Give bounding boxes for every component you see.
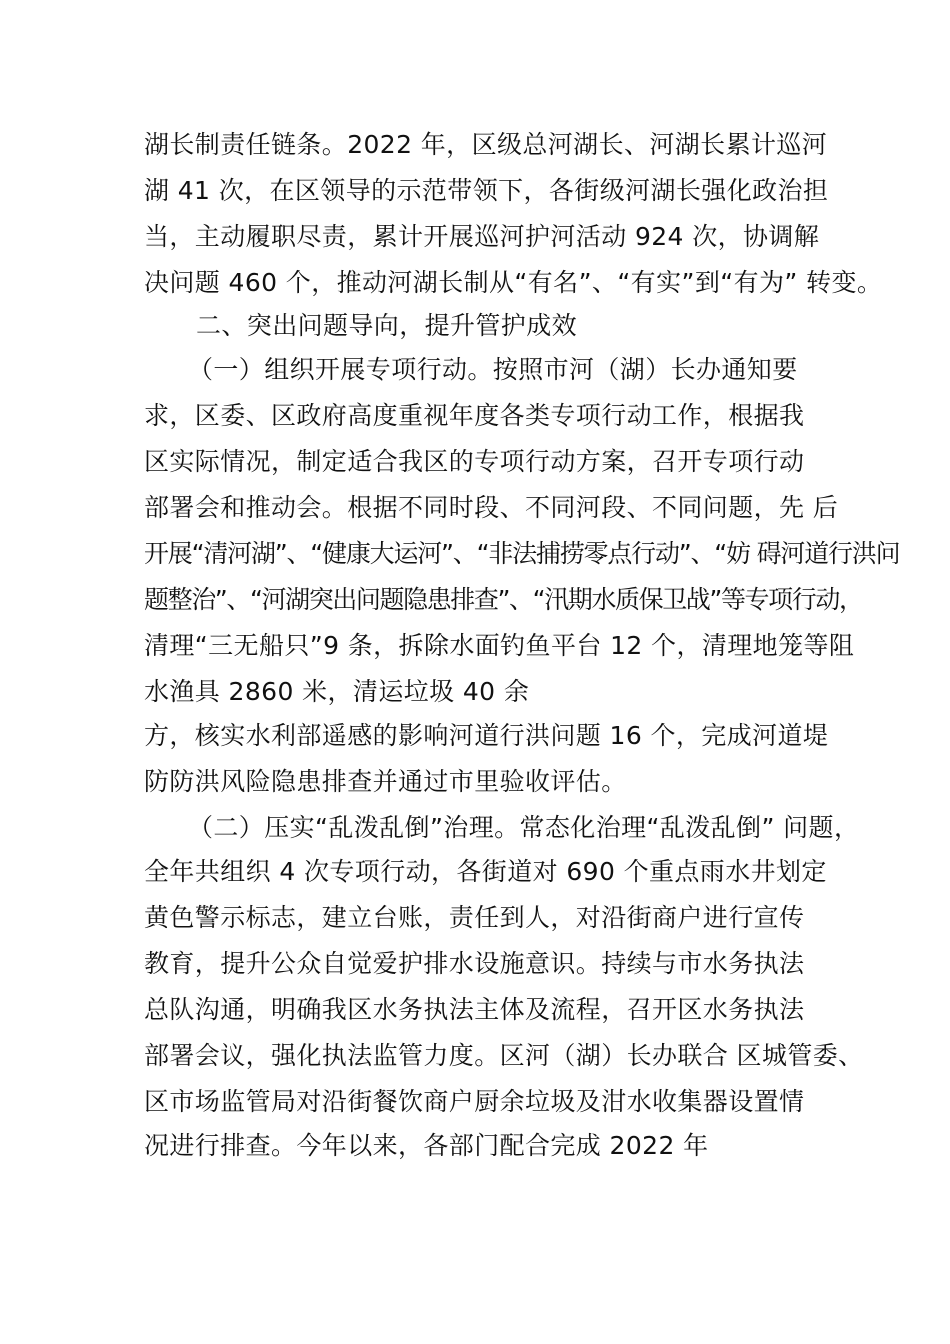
paragraph-line: 当，主动履职尽责，累计开展巡河护河活动 924 次，协调解 bbox=[144, 222, 820, 251]
paragraph-line: 水渔具 2860 米，清运垃圾 40 余 bbox=[144, 677, 530, 706]
section-heading: 二、突出问题导向，提升管护成效 bbox=[196, 311, 578, 340]
paragraph-line: 湖长制责任链条。2022 年，区级总河湖长、河湖长累计巡河 bbox=[144, 130, 828, 159]
paragraph-line: 决问题 460 个，推动河湖长制从“有名”、“有实”到“有为” 转变。 bbox=[144, 268, 883, 297]
paragraph-line: 题整治”、“河湖突出问题隐患排查”、“汛期水质保卫战”等专项行动， bbox=[144, 585, 863, 614]
paragraph-line: 黄色警示标志，建立台账，责任到人，对沿街商户进行宣传 bbox=[144, 903, 805, 932]
paragraph-line: 况进行排查。今年以来，各部门配合完成 2022 年 bbox=[144, 1131, 709, 1160]
paragraph-line: 区市场监管局对沿街餐饮商户厨余垃圾及泔水收集器设置情 bbox=[144, 1087, 805, 1116]
paragraph-line: 防防洪风险隐患排查并通过市里验收评估。 bbox=[144, 767, 627, 796]
paragraph-line: 教育，提升公众自觉爱护排水设施意识。持续与市水务执法 bbox=[144, 949, 805, 978]
paragraph-line: 总队沟通，明确我区水务执法主体及流程，召开区水务执法 bbox=[144, 995, 805, 1024]
paragraph-line: 开展“清河湖”、“健康大运河”、“非法捕捞零点行动”、“妨 碍河道行洪问 bbox=[144, 539, 900, 568]
paragraph-line: （一）组织开展专项行动。按照市河（湖）长办通知要 bbox=[188, 355, 798, 384]
paragraph-line: 区实际情况，制定适合我区的专项行动方案，召开专项行动 bbox=[144, 447, 805, 476]
paragraph-line: 清理“三无船只”9 条，拆除水面钓鱼平台 12 个，清理地笼等阻 bbox=[144, 631, 855, 660]
paragraph-line: （二）压实“乱泼乱倒”治理。常态化治理“乱泼乱倒” 问题， bbox=[188, 813, 860, 842]
paragraph-line: 湖 41 次，在区领导的示范带领下，各街级河湖长强化政治担 bbox=[144, 176, 829, 205]
paragraph-line: 求，区委、区政府高度重视年度各类专项行动工作，根据我 bbox=[144, 401, 805, 430]
paragraph-line: 全年共组织 4 次专项行动，各街道对 690 个重点雨水井划定 bbox=[144, 857, 827, 886]
paragraph-line: 部署会和推动会。根据不同时段、不同河段、不同问题，先 后 bbox=[144, 493, 839, 522]
paragraph-line: 部署会议，强化执法监管力度。区河（湖）长办联合 区城管委、 bbox=[144, 1041, 864, 1070]
paragraph-line: 方，核实水利部遥感的影响河道行洪问题 16 个，完成河道堤 bbox=[144, 721, 829, 750]
